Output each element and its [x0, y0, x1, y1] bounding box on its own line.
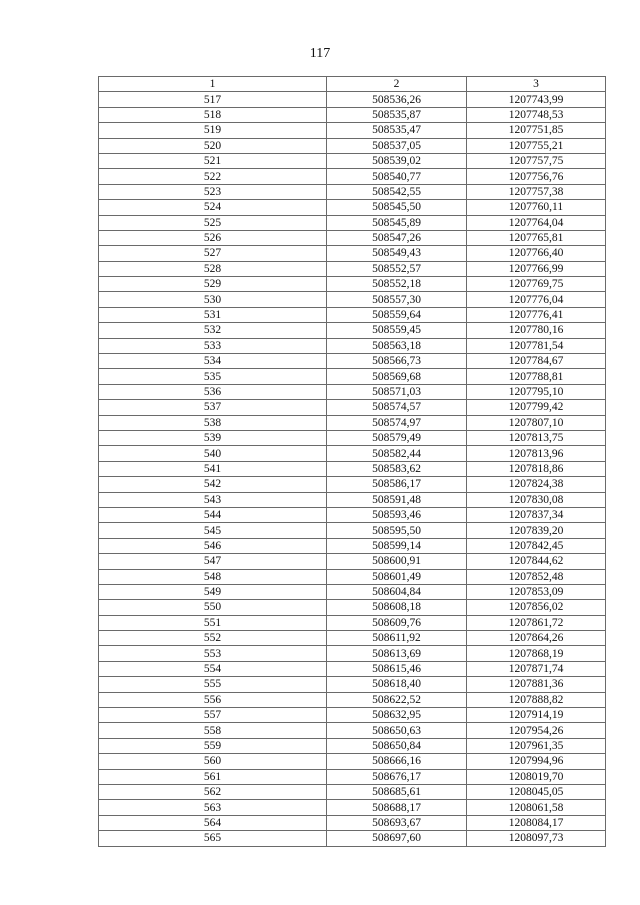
y-coordinate-cell: 1207914,19: [467, 708, 606, 723]
x-coordinate-cell: 508540,77: [327, 169, 467, 184]
point-number-cell: 532: [99, 323, 327, 338]
y-coordinate-cell: 1207888,82: [467, 692, 606, 707]
x-coordinate-cell: 508579,49: [327, 430, 467, 445]
point-number-cell: 549: [99, 584, 327, 599]
table-row: [99, 215, 606, 230]
y-coordinate-cell: 1207757,38: [467, 184, 606, 199]
point-number-cell: 545: [99, 523, 327, 538]
x-coordinate-cell: 508583,62: [327, 461, 467, 476]
y-coordinate-cell: 1207837,34: [467, 507, 606, 522]
x-coordinate-cell: 508552,57: [327, 261, 467, 276]
table-row: [99, 153, 606, 168]
x-coordinate-cell: 508547,26: [327, 230, 467, 245]
x-coordinate-cell: 508557,30: [327, 292, 467, 307]
table-row: [99, 769, 606, 784]
y-coordinate-cell: 1207766,99: [467, 261, 606, 276]
y-coordinate-cell: 1207795,10: [467, 384, 606, 399]
x-coordinate-cell: 508604,84: [327, 584, 467, 599]
table-row: [99, 400, 606, 415]
table-row: [99, 492, 606, 507]
point-number-cell: 533: [99, 338, 327, 353]
y-coordinate-cell: 1207751,85: [467, 123, 606, 138]
y-coordinate-cell: 1207830,08: [467, 492, 606, 507]
x-coordinate-cell: 508632,95: [327, 708, 467, 723]
table-row: [99, 477, 606, 492]
point-number-cell: 548: [99, 569, 327, 584]
x-coordinate-cell: 508586,17: [327, 477, 467, 492]
y-coordinate-cell: 1207994,96: [467, 754, 606, 769]
table-row: [99, 292, 606, 307]
y-coordinate-cell: 1207856,02: [467, 600, 606, 615]
column-header-1: 1: [99, 77, 327, 92]
point-number-cell: 528: [99, 261, 327, 276]
y-coordinate-cell: 1207764,04: [467, 215, 606, 230]
y-coordinate-cell: 1207757,75: [467, 153, 606, 168]
point-number-cell: 562: [99, 784, 327, 799]
y-coordinate-cell: 1207881,36: [467, 677, 606, 692]
y-coordinate-cell: 1208045,05: [467, 784, 606, 799]
table-row: [99, 523, 606, 538]
table-row: [99, 646, 606, 661]
y-coordinate-cell: 1207871,74: [467, 661, 606, 676]
point-number-cell: 523: [99, 184, 327, 199]
x-coordinate-cell: 508566,73: [327, 354, 467, 369]
y-coordinate-cell: 1208019,70: [467, 769, 606, 784]
y-coordinate-cell: 1208084,17: [467, 815, 606, 830]
table-row: [99, 538, 606, 553]
x-coordinate-cell: 508535,87: [327, 107, 467, 122]
y-coordinate-cell: 1207842,45: [467, 538, 606, 553]
point-number-cell: 547: [99, 554, 327, 569]
x-coordinate-cell: 508539,02: [327, 153, 467, 168]
y-coordinate-cell: 1208097,73: [467, 831, 606, 846]
point-number-cell: 531: [99, 307, 327, 322]
y-coordinate-cell: 1207781,54: [467, 338, 606, 353]
x-coordinate-cell: 508697,60: [327, 831, 467, 846]
y-coordinate-cell: 1207776,04: [467, 292, 606, 307]
table-row: [99, 307, 606, 322]
x-coordinate-cell: 508618,40: [327, 677, 467, 692]
table-row: [99, 384, 606, 399]
table-row: [99, 661, 606, 676]
table-row: [99, 184, 606, 199]
x-coordinate-cell: 508601,49: [327, 569, 467, 584]
point-number-cell: 540: [99, 446, 327, 461]
x-coordinate-cell: 508650,63: [327, 723, 467, 738]
y-coordinate-cell: 1207784,67: [467, 354, 606, 369]
point-number-cell: 519: [99, 123, 327, 138]
point-number-cell: 534: [99, 354, 327, 369]
table-row: [99, 138, 606, 153]
column-header-2: 2: [327, 77, 467, 92]
y-coordinate-cell: 1207852,48: [467, 569, 606, 584]
table-row: [99, 569, 606, 584]
table-row: [99, 430, 606, 445]
page-number: 117: [309, 46, 331, 61]
x-coordinate-cell: 508542,55: [327, 184, 467, 199]
table-row: [99, 831, 606, 846]
point-number-cell: 527: [99, 246, 327, 261]
table-body: [99, 92, 606, 846]
table-row: [99, 677, 606, 692]
y-coordinate-cell: 1208061,58: [467, 800, 606, 815]
table-row: [99, 723, 606, 738]
x-coordinate-cell: 508599,14: [327, 538, 467, 553]
point-number-cell: 542: [99, 477, 327, 492]
point-number-cell: 536: [99, 384, 327, 399]
x-coordinate-cell: 508535,47: [327, 123, 467, 138]
y-coordinate-cell: 1207868,19: [467, 646, 606, 661]
y-coordinate-cell: 1207813,96: [467, 446, 606, 461]
table-row: [99, 230, 606, 245]
table-row: [99, 323, 606, 338]
table-row: [99, 815, 606, 830]
x-coordinate-cell: 508611,92: [327, 631, 467, 646]
point-number-cell: 544: [99, 507, 327, 522]
x-coordinate-cell: 508600,91: [327, 554, 467, 569]
x-coordinate-cell: 508582,44: [327, 446, 467, 461]
table-row: [99, 415, 606, 430]
point-number-cell: 538: [99, 415, 327, 430]
x-coordinate-cell: 508545,89: [327, 215, 467, 230]
table-row: [99, 354, 606, 369]
y-coordinate-cell: 1207765,81: [467, 230, 606, 245]
x-coordinate-cell: 508545,50: [327, 200, 467, 215]
y-coordinate-cell: 1207839,20: [467, 523, 606, 538]
point-number-cell: 517: [99, 92, 327, 107]
table-row: [99, 754, 606, 769]
table-row: [99, 784, 606, 799]
x-coordinate-cell: 508537,05: [327, 138, 467, 153]
table-row: [99, 708, 606, 723]
y-coordinate-cell: 1207954,26: [467, 723, 606, 738]
y-coordinate-cell: 1207961,35: [467, 738, 606, 753]
table-row: [99, 461, 606, 476]
point-number-cell: 553: [99, 646, 327, 661]
point-number-cell: 560: [99, 754, 327, 769]
table-row: [99, 507, 606, 522]
x-coordinate-cell: 508569,68: [327, 369, 467, 384]
y-coordinate-cell: 1207769,75: [467, 277, 606, 292]
point-number-cell: 520: [99, 138, 327, 153]
y-coordinate-cell: 1207748,53: [467, 107, 606, 122]
table-row: [99, 92, 606, 107]
y-coordinate-cell: 1207755,21: [467, 138, 606, 153]
x-coordinate-cell: 508571,03: [327, 384, 467, 399]
y-coordinate-cell: 1207760,11: [467, 200, 606, 215]
point-number-cell: 563: [99, 800, 327, 815]
table-row: [99, 600, 606, 615]
point-number-cell: 550: [99, 600, 327, 615]
point-number-cell: 546: [99, 538, 327, 553]
y-coordinate-cell: 1207756,76: [467, 169, 606, 184]
point-number-cell: 525: [99, 215, 327, 230]
point-number-cell: 556: [99, 692, 327, 707]
x-coordinate-cell: 508650,84: [327, 738, 467, 753]
table-row: [99, 584, 606, 599]
point-number-cell: 554: [99, 661, 327, 676]
table-row: [99, 246, 606, 261]
point-number-cell: 526: [99, 230, 327, 245]
point-number-cell: 561: [99, 769, 327, 784]
point-number-cell: 522: [99, 169, 327, 184]
point-number-cell: 529: [99, 277, 327, 292]
x-coordinate-cell: 508608,18: [327, 600, 467, 615]
y-coordinate-cell: 1207853,09: [467, 584, 606, 599]
table-row: [99, 446, 606, 461]
point-number-cell: 558: [99, 723, 327, 738]
x-coordinate-cell: 508552,18: [327, 277, 467, 292]
column-header-3: 3: [467, 77, 606, 92]
x-coordinate-cell: 508693,67: [327, 815, 467, 830]
y-coordinate-cell: 1207799,42: [467, 400, 606, 415]
table-row: [99, 338, 606, 353]
x-coordinate-cell: 508688,17: [327, 800, 467, 815]
point-number-cell: 543: [99, 492, 327, 507]
y-coordinate-cell: 1207844,62: [467, 554, 606, 569]
table-row: [99, 631, 606, 646]
x-coordinate-cell: 508574,57: [327, 400, 467, 415]
point-number-cell: 535: [99, 369, 327, 384]
point-number-cell: 518: [99, 107, 327, 122]
table-row: [99, 261, 606, 276]
table-row: [99, 277, 606, 292]
point-number-cell: 551: [99, 615, 327, 630]
y-coordinate-cell: 1207864,26: [467, 631, 606, 646]
y-coordinate-cell: 1207788,81: [467, 369, 606, 384]
x-coordinate-cell: 508666,16: [327, 754, 467, 769]
point-number-cell: 539: [99, 430, 327, 445]
x-coordinate-cell: 508676,17: [327, 769, 467, 784]
table-row: [99, 738, 606, 753]
table-header-row: [99, 77, 606, 92]
point-number-cell: 530: [99, 292, 327, 307]
point-number-cell: 537: [99, 400, 327, 415]
x-coordinate-cell: 508574,97: [327, 415, 467, 430]
x-coordinate-cell: 508685,61: [327, 784, 467, 799]
y-coordinate-cell: 1207861,72: [467, 615, 606, 630]
x-coordinate-cell: 508595,50: [327, 523, 467, 538]
point-number-cell: 559: [99, 738, 327, 753]
table-row: [99, 107, 606, 122]
y-coordinate-cell: 1207780,16: [467, 323, 606, 338]
x-coordinate-cell: 508622,52: [327, 692, 467, 707]
y-coordinate-cell: 1207776,41: [467, 307, 606, 322]
point-number-cell: 521: [99, 153, 327, 168]
y-coordinate-cell: 1207807,10: [467, 415, 606, 430]
point-number-cell: 552: [99, 631, 327, 646]
point-number-cell: 557: [99, 708, 327, 723]
table-row: [99, 692, 606, 707]
y-coordinate-cell: 1207743,99: [467, 92, 606, 107]
x-coordinate-cell: 508559,64: [327, 307, 467, 322]
x-coordinate-cell: 508591,48: [327, 492, 467, 507]
y-coordinate-cell: 1207824,38: [467, 477, 606, 492]
table-row: [99, 369, 606, 384]
table-row: [99, 123, 606, 138]
x-coordinate-cell: 508559,45: [327, 323, 467, 338]
point-number-cell: 555: [99, 677, 327, 692]
y-coordinate-cell: 1207766,40: [467, 246, 606, 261]
x-coordinate-cell: 508536,26: [327, 92, 467, 107]
point-number-cell: 564: [99, 815, 327, 830]
table-row: [99, 200, 606, 215]
point-number-cell: 565: [99, 831, 327, 846]
x-coordinate-cell: 508563,18: [327, 338, 467, 353]
table-row: [99, 169, 606, 184]
x-coordinate-cell: 508609,76: [327, 615, 467, 630]
x-coordinate-cell: 508615,46: [327, 661, 467, 676]
point-number-cell: 524: [99, 200, 327, 215]
table-row: [99, 615, 606, 630]
table-row: [99, 800, 606, 815]
x-coordinate-cell: 508593,46: [327, 507, 467, 522]
coordinates-table: [98, 76, 606, 847]
x-coordinate-cell: 508549,43: [327, 246, 467, 261]
table-row: [99, 554, 606, 569]
y-coordinate-cell: 1207818,86: [467, 461, 606, 476]
x-coordinate-cell: 508613,69: [327, 646, 467, 661]
y-coordinate-cell: 1207813,75: [467, 430, 606, 445]
point-number-cell: 541: [99, 461, 327, 476]
